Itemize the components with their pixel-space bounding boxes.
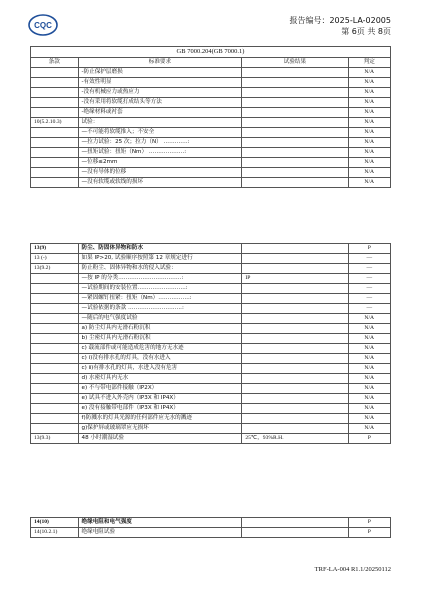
clause-cell [31, 324, 79, 334]
requirement-cell: —位移≤2mm [78, 158, 242, 168]
clause-cell: 10(5.2.10.3) [31, 118, 79, 128]
table-row [31, 88, 391, 98]
requirement-cell: 如果 IP>20, 试验顺序按照第 12 章规定进行 [78, 254, 242, 264]
table-row [31, 148, 391, 158]
verdict-cell: N/A [348, 394, 391, 404]
clause-cell [31, 364, 79, 374]
requirement-cell: -没有采用将软缆打成结头等方法 [78, 98, 242, 108]
clause-cell [31, 344, 79, 354]
result-cell [242, 384, 348, 394]
requirement-cell: c) 载流部件或可能造成危害的地方无水迹 [78, 344, 242, 354]
result-cell [242, 364, 348, 374]
requirement-cell: 试验： [78, 118, 242, 128]
result-cell [242, 294, 348, 304]
table-row [31, 178, 391, 188]
requirement-cell: g)保护屏或玻璃罩应无损坏 [78, 424, 242, 434]
result-cell [242, 138, 348, 148]
verdict-cell: N/A [348, 138, 391, 148]
requirement-cell: c) ⅱ)有排水孔的灯具，水进入没有危害 [78, 364, 242, 374]
clause-cell [31, 354, 79, 364]
clause-cell [31, 168, 79, 178]
table-row [31, 304, 391, 314]
verdict-cell: N/A [348, 314, 391, 324]
result-cell [242, 344, 348, 354]
clause-cell [31, 424, 79, 434]
clause-cell: 13(9) [31, 244, 79, 254]
clause-cell [31, 78, 79, 88]
table-row [31, 394, 391, 404]
result-cell [242, 98, 348, 108]
requirements-table-2 [30, 243, 391, 444]
requirement-cell: f)防溅水的灯具光源的任何部件应无水的溅迹 [78, 414, 242, 424]
result-cell [242, 78, 348, 88]
verdict-cell: N/A [348, 158, 391, 168]
report-number: 报告编号：2025-LA-02005 [289, 16, 391, 25]
requirement-cell: -防止保护层磨损 [78, 68, 242, 78]
verdict-cell: — [348, 284, 391, 294]
clause-cell [31, 414, 79, 424]
requirement-cell: 绝缘电阻试验 [78, 528, 242, 538]
clause-cell: 13 (-) [31, 254, 79, 264]
result-cell [242, 178, 348, 188]
clause-cell [31, 148, 79, 158]
requirement-cell: —扭矩试验：扭矩（Nm） ……………….: [78, 148, 242, 158]
table-row [31, 434, 391, 444]
result-cell [242, 414, 348, 424]
verdict-cell: — [348, 304, 391, 314]
col-header-verdict: 判定 [348, 58, 391, 68]
clause-cell: 14(10.2.1) [31, 528, 79, 538]
result-cell [242, 304, 348, 314]
result-cell: 25℃，93%R.H. [242, 434, 348, 444]
requirement-cell: —随后的电气强度试验 [78, 314, 242, 324]
table-row [31, 384, 391, 394]
table-row [31, 364, 391, 374]
result-cell [242, 168, 348, 178]
requirement-cell: —没有导体的位移 [78, 168, 242, 178]
verdict-cell: N/A [348, 344, 391, 354]
verdict-cell: N/A [348, 324, 391, 334]
verdict-cell: N/A [348, 364, 391, 374]
table-row [31, 294, 391, 304]
result-cell [242, 118, 348, 128]
verdict-cell: N/A [348, 98, 391, 108]
table-row [31, 138, 391, 148]
clause-cell [31, 138, 79, 148]
table-row [31, 344, 391, 354]
result-cell [242, 148, 348, 158]
logo-text: CQC [34, 21, 52, 30]
requirement-cell: —试验期间的安装位置……………………..: [78, 284, 242, 294]
table-row [31, 274, 391, 284]
col-header-clause: 条款 [31, 58, 79, 68]
result-cell [242, 394, 348, 404]
cqc-logo [28, 14, 58, 36]
requirement-cell: —按 IP 的分类…………………………….: [78, 274, 242, 284]
table-row [31, 404, 391, 414]
table-row [31, 284, 391, 294]
table-row [31, 334, 391, 344]
result-cell [242, 354, 348, 364]
table-row [31, 518, 391, 528]
result-cell [242, 314, 348, 324]
col-header-result: 试验结果 [242, 58, 348, 68]
requirement-cell: —拉力试验：25 次；拉力（N） ………….: [78, 138, 242, 148]
footer-code: TRF-LA-004 R1.1/20250112 [314, 566, 391, 573]
result-cell [242, 424, 348, 434]
clause-cell [31, 374, 79, 384]
verdict-cell: N/A [348, 168, 391, 178]
verdict-cell: N/A [348, 68, 391, 78]
verdict-cell: N/A [348, 148, 391, 158]
requirement-cell: b) 尘密灯具内无滑石粉沉积 [78, 334, 242, 344]
verdict-cell: N/A [348, 128, 391, 138]
table-row [31, 244, 391, 254]
result-cell [242, 518, 348, 528]
clause-cell: 14(10) [31, 518, 79, 528]
requirement-cell: —没有软缆或软线的损坏 [78, 178, 242, 188]
clause-cell [31, 88, 79, 98]
result-cell [242, 324, 348, 334]
result-cell [242, 264, 348, 274]
clause-cell [31, 274, 79, 284]
clause-cell [31, 158, 79, 168]
result-cell [242, 68, 348, 78]
table-row [31, 254, 391, 264]
table-row [31, 128, 391, 138]
clause-cell: 13(9.3) [31, 434, 79, 444]
result-cell [242, 334, 348, 344]
requirement-cell: a) 防尘灯具内无滑石粉沉积 [78, 324, 242, 334]
clause-cell [31, 128, 79, 138]
requirement-cell: 防止粉尘、固体异物和水的侵入试验： [78, 264, 242, 274]
clause-cell [31, 384, 79, 394]
table-row [31, 68, 391, 78]
clause-cell [31, 394, 79, 404]
verdict-cell: P [348, 528, 391, 538]
clause-cell: 13(9.2) [31, 264, 79, 274]
clause-cell [31, 178, 79, 188]
table-row [31, 314, 391, 324]
requirement-cell: -绝缘材料或衬套 [78, 108, 242, 118]
result-cell [242, 88, 348, 98]
clause-cell [31, 334, 79, 344]
clause-cell [31, 314, 79, 324]
table-header-row [31, 58, 391, 68]
result-cell [242, 284, 348, 294]
result-cell [242, 528, 348, 538]
verdict-cell: — [348, 254, 391, 264]
requirements-table-3 [30, 517, 391, 538]
requirement-cell: —不可能将软缆推入；不安全 [78, 128, 242, 138]
verdict-cell: — [348, 274, 391, 284]
requirements-table-1 [30, 57, 391, 188]
clause-cell [31, 304, 79, 314]
verdict-cell: P [348, 434, 391, 444]
requirement-cell: —紧固螺钉扭紧：扭矩（Nm）……………..: [78, 294, 242, 304]
result-cell [242, 128, 348, 138]
clause-cell [31, 108, 79, 118]
result-cell [242, 244, 348, 254]
verdict-cell: N/A [348, 334, 391, 344]
table-row [31, 108, 391, 118]
report-header [289, 15, 391, 37]
verdict-cell: P [348, 518, 391, 528]
page-info: 第 6页 共 8页 [341, 27, 391, 36]
requirement-cell: -没有机械应力或热应力 [78, 88, 242, 98]
result-cell [242, 374, 348, 384]
verdict-cell: N/A [348, 78, 391, 88]
table-row [31, 168, 391, 178]
verdict-cell: N/A [348, 354, 391, 364]
requirement-cell: d) 水密灯具内无水 [78, 374, 242, 384]
requirement-cell: —试验依据的条款 ………………………..: [78, 304, 242, 314]
requirement-cell: c) ⅰ)没有排水孔的灯具，没有水进入 [78, 354, 242, 364]
table-row [31, 528, 391, 538]
clause-cell [31, 98, 79, 108]
table-row [31, 264, 391, 274]
clause-cell [31, 404, 79, 414]
verdict-cell: — [348, 294, 391, 304]
verdict-cell: N/A [348, 108, 391, 118]
result-cell [242, 158, 348, 168]
requirement-cell: 绝缘电阻和电气强度 [78, 518, 242, 528]
verdict-cell: N/A [348, 374, 391, 384]
verdict-cell: N/A [348, 424, 391, 434]
verdict-cell: N/A [348, 118, 391, 128]
result-cell [242, 404, 348, 414]
table-row [31, 158, 391, 168]
col-header-requirement: 标准要求 [78, 58, 242, 68]
clause-cell [31, 294, 79, 304]
result-cell: IP [242, 274, 348, 284]
verdict-cell: P [348, 244, 391, 254]
table-row [31, 424, 391, 434]
standard-title: GB 7000.204(GB 7000.1) [30, 46, 391, 57]
table-row [31, 98, 391, 108]
requirement-cell: 防尘、防固体异物和防水 [78, 244, 242, 254]
verdict-cell: N/A [348, 404, 391, 414]
table-row [31, 324, 391, 334]
requirement-cell: -有效性明显 [78, 78, 242, 88]
requirement-cell: e) 不与带电部件接触（IP2X） [78, 384, 242, 394]
table-row [31, 118, 391, 128]
requirement-cell: e) 试具不进入外壳内（IP3X 和 IP4X） [78, 394, 242, 404]
table-row [31, 414, 391, 424]
verdict-cell: N/A [348, 384, 391, 394]
requirement-cell: e) 没有接触带电部件（IP3X 和 IP4X） [78, 404, 242, 414]
clause-cell [31, 284, 79, 294]
verdict-cell: — [348, 264, 391, 274]
requirement-cell: 48 小时潮湿试验 [78, 434, 242, 444]
result-cell [242, 254, 348, 264]
verdict-cell: N/A [348, 414, 391, 424]
verdict-cell: N/A [348, 178, 391, 188]
result-cell [242, 108, 348, 118]
table-row [31, 78, 391, 88]
table-row [31, 354, 391, 364]
verdict-cell: N/A [348, 88, 391, 98]
table-row [31, 374, 391, 384]
clause-cell [31, 68, 79, 78]
